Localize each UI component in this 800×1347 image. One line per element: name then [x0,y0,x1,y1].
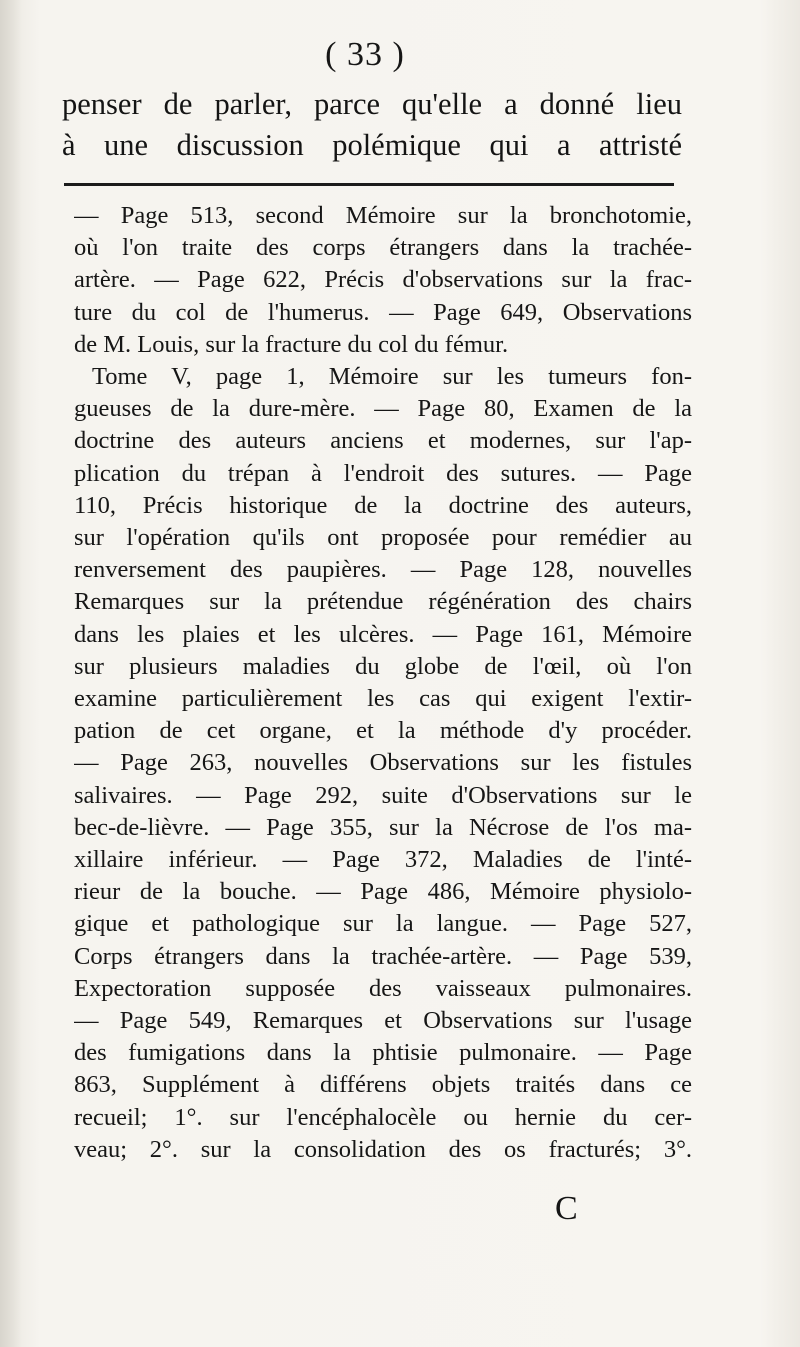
footnote-line: 863, Supplément à différens objets traités dans ce [74,1071,692,1099]
footnote-line: pation de cet organe, et la méthode d'y procéder. [74,717,692,745]
footnote-line: Corps étrangers dans la trachée-artère. — Page 539, [74,942,692,970]
footnote-line: salivaires. — Page 292, suite d'Observations sur le [74,781,692,809]
footnote-line: où l'on traite des corps étrangers dans la trachée- [74,234,692,262]
footnote-line: renversement des paupières. — Page 128, nouvelles [74,556,692,584]
footnote-line: — Page 263, nouvelles Observations sur les fistules [74,749,692,777]
page-number: ( 33 ) [325,36,405,73]
footnote-line: examine particulièrement les cas qui exigent l'extir- [74,685,692,713]
footnote-line: — Page 513, second Mémoire sur la bronchotomie, [74,202,692,229]
footnote-line: ture du col de l'humerus. — Page 649, Observations [74,298,692,326]
footnote-line: des fumigations dans la phtisie pulmonaire. — Page [74,1039,692,1067]
footnote-line: gueuses de la dure-mère. — Page 80, Examen de la [74,395,692,423]
footnote-line: dans les plaies et les ulcères. — Page 161, Mémoire [74,620,692,648]
footnote-line: 110, Précis historique de la doctrine des auteurs, [74,491,692,519]
footnote-line: doctrine des auteurs anciens et modernes, sur l'ap- [74,427,692,455]
page-gutter-shadow [0,0,22,1347]
footnote-line: de M. Louis, sur la fracture du col du fémur. [74,330,509,358]
footnote-line: — Page 549, Remarques et Observations sur l'usage [74,1007,692,1035]
footnote-line: rieur de la bouche. — Page 486, Mémoire physiolo- [74,878,692,906]
main-text-line: à une discussion polémique qui a attristé [62,128,682,162]
footnote-line: artère. — Page 622, Précis d'observations sur la frac- [74,266,692,294]
footnote-line: plication du trépan à l'endroit des sutures. — Page [74,459,692,487]
main-text [62,84,682,166]
footnote-line: sur plusieurs maladies du globe de l'œil, où l'on [74,652,692,680]
footnote-block [74,200,692,1166]
footnote-line: recueil; 1°. sur l'encéphalocèle ou hernie du cer- [74,1103,692,1131]
footnote-line: Expectoration supposée des vaisseaux pulmonaires. [74,974,692,1002]
footnote-line: bec-de-lièvre. — Page 355, sur la Nécrose de l'os ma- [74,813,692,841]
footnote-line: gique et pathologique sur la langue. — Page 527, [74,910,692,938]
footnote-line: xillaire inférieur. — Page 372, Maladies de l'inté- [74,846,692,874]
footnote-line: Remarques sur la prétendue régénération des chairs [74,588,692,616]
footnote-line: Tome V, page 1, Mémoire sur les tumeurs fon- [92,363,692,391]
footnote-line: sur l'opération qu'ils ont proposée pour remédier au [74,524,692,552]
footnote-separator-rule [64,183,674,186]
footnote-line: veau; 2°. sur la consolidation des os fracturés; 3°. [74,1135,692,1163]
main-text-line: penser de parler, parce qu'elle a donné lieu [62,87,682,121]
signature-mark: C [555,1190,578,1227]
